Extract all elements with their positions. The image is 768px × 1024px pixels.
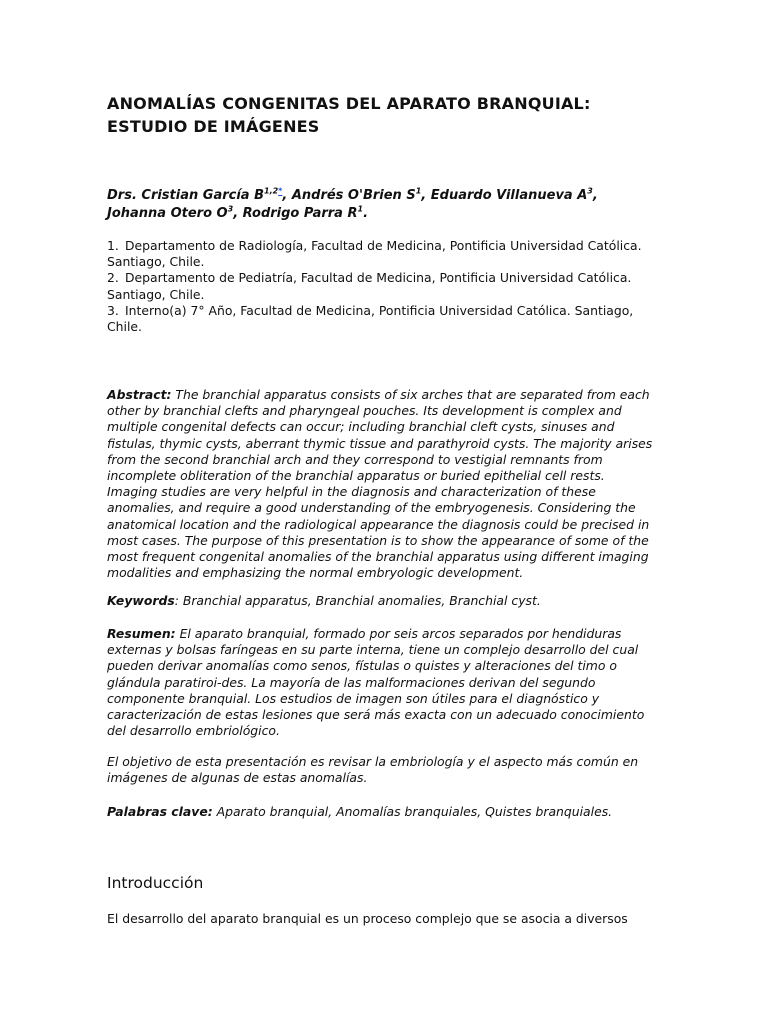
- title-line-1: ANOMALÍAS CONGENITAS DEL APARATO BRANQUIAL:: [107, 94, 591, 113]
- affiliation-text: Departamento de Radiología, Facultad de Medicina, Pontificia Universidad Católica. Santiago, Chile.: [107, 238, 642, 270]
- author-superscript: 3: [587, 186, 593, 196]
- title-line-2: ESTUDIO DE IMÁGENES: [107, 117, 320, 136]
- palabras-clave-label: Palabras clave:: [107, 804, 213, 819]
- author-superscript: 1,2: [264, 186, 279, 196]
- keywords-text: : Branchial apparatus, Branchial anomalies, Branchial cyst.: [174, 593, 541, 608]
- author-superscript: 1: [357, 204, 364, 214]
- keywords-paragraph: [107, 593, 655, 609]
- resumen-label: Resumen:: [107, 626, 176, 641]
- author-name: Drs. Cristian García B: [107, 188, 264, 203]
- author-superscript: 3: [227, 204, 234, 214]
- paper-title: [107, 92, 667, 138]
- author-name: , Eduardo Villanueva A: [421, 188, 588, 203]
- corresponding-author-link[interactable]: *: [278, 186, 283, 196]
- keywords-label: Keywords: [107, 593, 175, 608]
- author-name: , Rodrigo Parra R: [233, 206, 358, 221]
- author-name: , Andrés O'Brien S: [282, 188, 416, 203]
- intro-paragraph: El desarrollo del aparato branquial es un proceso complejo que se asocia a diversos: [107, 911, 628, 926]
- abstract-paragraph: [107, 387, 655, 581]
- affiliation-text: Departamento de Pediatría, Facultad de Medicina, Pontificia Universidad Católica. Santiago, Chile.: [107, 270, 632, 302]
- affiliation-number: 1.: [107, 238, 119, 253]
- author-list-end: .: [363, 206, 369, 221]
- resumen-paragraph: [107, 626, 655, 739]
- affiliations: [107, 238, 655, 335]
- objetivo-paragraph: El objetivo de esta presentación es revisar la embriología y el aspecto más común en imágenes de algunas de estas anomalías.: [107, 754, 639, 786]
- section-heading: Introducción: [107, 874, 204, 892]
- resumen-text: El aparato branquial, formado por seis arcos separados por hendiduras externas y bolsas faríngeas en su parte interna, tiene un complejo desarrollo del cual pueden derivar anomalías como senos, fístulas o quistes y alteraciones del timo o glándula paratiroi-des. La mayoría de las malformaciones derivan del segundo componente branquial. Los estudios de imagen son útiles para el diagnóstico y caracterización de estas lesiones que será más exacta con un adecuado conocimiento del desarrollo embriológico.: [107, 626, 645, 739]
- abstract-label: Abstract:: [107, 387, 172, 402]
- abstract-text: The branchial apparatus consists of six arches that are separated from each other by branchial clefts and pharyngeal pouches. Its development is complex and multiple congenital defects can occur; including branchial cleft cysts, sinuses and fistulas, thymic cysts, aberrant thymic tissue and parathyroid cysts. The majority arises from the second branchial arch and they correspond to vestigial remnants from incomplete obliteration of the branchial apparatus or buried epithelial cell rests. Imaging studies are very helpful in the diagnosis and characterization of these anomalies, and require a good understanding of the embryogenesis. Considering the anatomical location and the radiological appearance the diagnosis could be precised in most cases. The purpose of this presentation is to show the appearance of some of the most frequent congenital anomalies of the branchial apparatus using different imaging modalities and emphasizing the normal embryologic development.: [107, 387, 653, 581]
- author-name: , Johanna Otero O: [107, 188, 598, 221]
- affiliation-text: Interno(a) 7° Año, Facultad de Medicina, Pontificia Universidad Católica. Santiago, Chile.: [107, 302, 634, 335]
- affiliation-number: 3.: [107, 302, 119, 318]
- palabras-clave-text: Aparato branquial, Anomalías branquiales, Quistes branquiales.: [212, 804, 613, 819]
- palabras-clave-paragraph: [107, 804, 655, 820]
- author-list: [107, 187, 655, 223]
- author-superscript: 1: [415, 186, 422, 196]
- affiliation-number: 2.: [107, 270, 119, 286]
